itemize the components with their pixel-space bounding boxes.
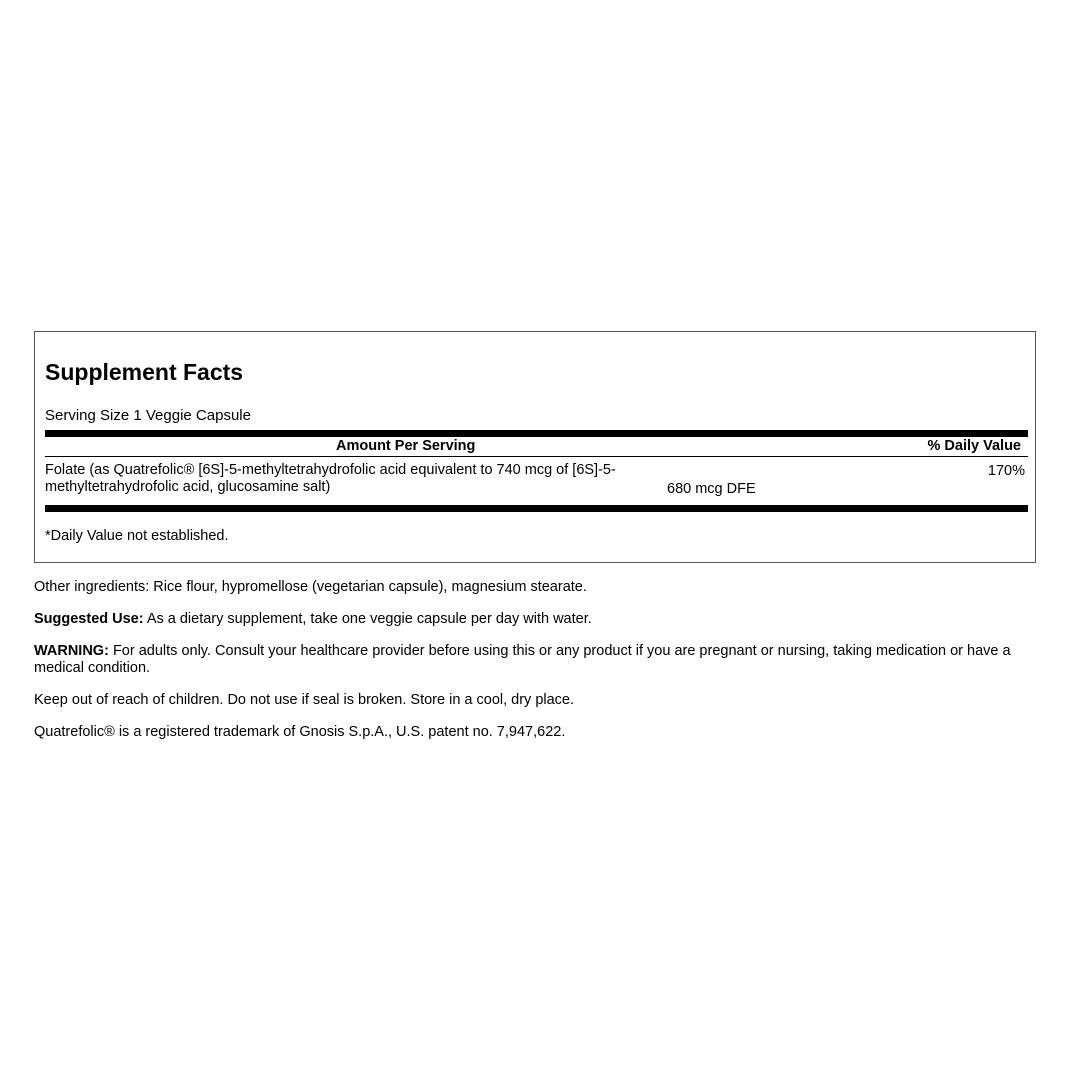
warning-label: WARNING:	[34, 643, 109, 659]
nutrient-amount: 680 mcg DFE	[667, 481, 756, 497]
label-notes	[34, 579, 1042, 756]
supplement-facts-panel	[34, 331, 1036, 563]
storage-instructions: Keep out of reach of children. Do not use if seal is broken. Store in a cool, dry place.	[34, 692, 575, 708]
suggested-use-label: Suggested Use:	[34, 611, 144, 627]
supplement-facts-title: Supplement Facts	[45, 359, 244, 385]
suggested-use	[34, 611, 1042, 628]
bottom-thick-divider	[45, 505, 1028, 512]
top-thick-divider	[45, 430, 1028, 437]
serving-size: Serving Size 1 Veggie Capsule	[45, 407, 251, 424]
daily-value-header: % Daily Value	[927, 438, 1021, 454]
nutrient-daily-value: 170%	[987, 463, 1025, 479]
warning-text: For adults only. Consult your healthcare provider before using this or any product if you are pregnant or nursing, taking medication or have a medical condition.	[34, 643, 1011, 676]
warning	[34, 643, 1042, 677]
amount-per-serving-header: Amount Per Serving	[336, 438, 476, 454]
suggested-use-text: As a dietary supplement, take one veggie capsule per day with water.	[143, 611, 592, 627]
other-ingredients: Other ingredients: Rice flour, hypromellose (vegetarian capsule), magnesium stearate.	[34, 579, 587, 595]
header-divider	[45, 456, 1028, 457]
trademark-notice: Quatrefolic® is a registered trademark of Gnosis S.p.A., U.S. patent no. 7,947,622.	[34, 724, 566, 740]
nutrient-name: Folate (as Quatrefolic® [6S]-5-methyltetrahydrofolic acid equivalent to 740 mcg of [6S]-5-methyltetrahydrofolic acid, glucosamine salt)	[45, 462, 616, 495]
daily-value-footnote: *Daily Value not established.	[45, 528, 229, 544]
